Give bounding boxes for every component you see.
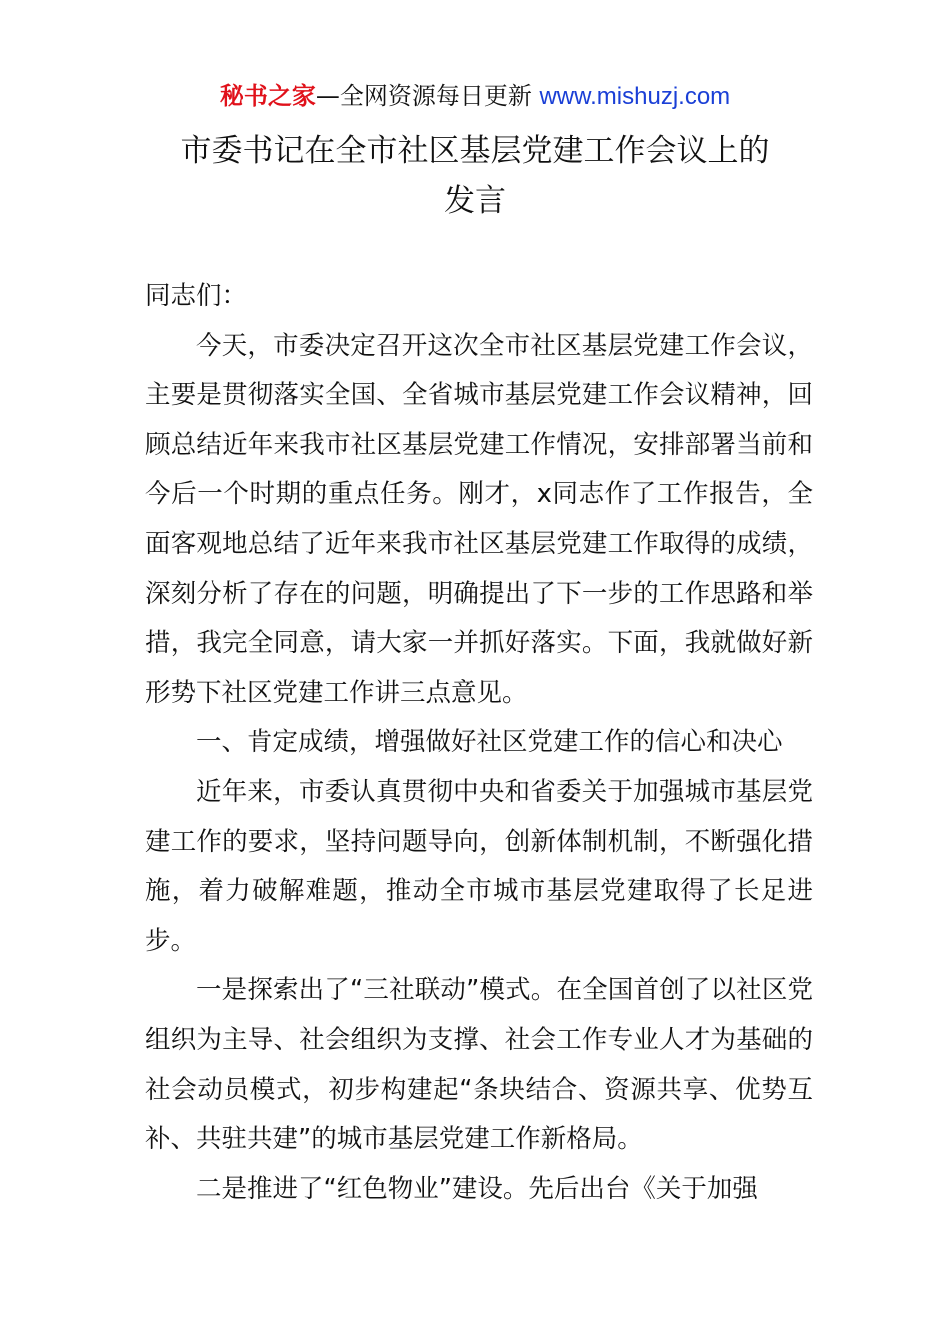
salutation: 同志们：	[145, 281, 248, 311]
paragraph-point-2: 二是推进了“红色物业”建设。先后出台《关于加强	[196, 1173, 758, 1204]
header-tagline: —全网资源每日更新	[315, 82, 532, 110]
paragraph-intro: 今天，市委决定召开这次全市社区基层党建工作会议，主要是贯彻落实全国、全省城市基层党建工作会议精神，回顾总结近年来我市社区基层党建工作情况，安排部署当前和今后一个时期的重点任务。刚才，x同志作了工作报告，全面客观地总结了近年来我市社区基层党建工作取得的成绩，深刻分析了存在的问题，明确提出了下一步的工作思路和举措，我完全同意，请大家一并抓好落实。下面，我就做好新形势下社区党建工作讲三点意见。	[145, 330, 813, 708]
site-header	[0, 78, 950, 115]
title-line-1: 市委书记在全市社区基层党建工作会议上的	[180, 133, 770, 169]
brand-name: 秘书之家	[219, 82, 316, 110]
site-url-link[interactable]: www.mishuzj.com	[539, 83, 731, 110]
paragraph-point-1: 一是探索出了“三社联动”模式。在全国首创了以社区党组织为主导、社会组织为支撑、社会工作专业人才为基础的社会动员模式，初步构建起“条块结合、资源共享、优势互补、共驻共建”的城市基层党建工作新格局。	[145, 975, 813, 1155]
title-line-2: 发言	[444, 183, 506, 219]
paragraph-achievements: 近年来，市委认真贯彻中央和省委关于加强城市基层党建工作的要求，坚持问题导向，创新体制机制，不断强化措施，着力破解难题，推动全市城市基层党建取得了长足进步。	[145, 776, 813, 956]
document-body	[145, 272, 813, 1214]
document-title	[100, 126, 850, 226]
section-heading-1: 一、肯定成绩，增强做好社区党建工作的信心和决心	[196, 727, 783, 758]
